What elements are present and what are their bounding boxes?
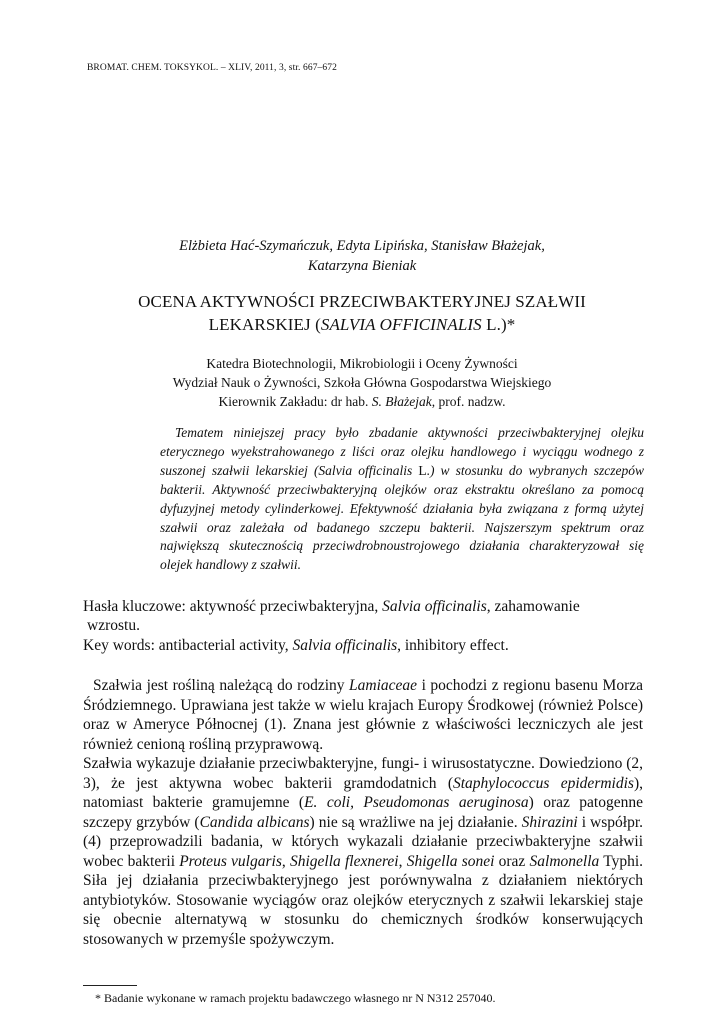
affiliation-line-1: Katedra Biotechnologii, Mikrobiologii i Oceny Żywności <box>206 356 518 371</box>
p2-species-proteus: Proteus vulgaris <box>179 852 282 870</box>
p1-text-c: i pochodzi z regionu basenu Morza Śródziemnego. Uprawiana jest także w wielu krajach Europy Środkowej (również Polsce) oraz w Ameryce Północnej (1). Znana jest głównie z właściwości leczniczych ale jest również cenioną rośliną przyprawową. <box>83 677 643 753</box>
affiliation <box>0 354 724 411</box>
abstract-part-1: Tematem niniejszej pracy było zbadanie aktywności przeciwbakteryjnej olejku eterycznego wyekstrahowanego z liści oraz olejku handlowego i wyciągu wodnego z suszonej szałwii lekarskiej (Salvia officinalis <box>160 425 644 478</box>
affiliation-head-name: S. Błażejak <box>371 394 432 409</box>
affiliation-line-2: Wydział Nauk o Żywności, Szkoła Główna Gospodarstwa Wiejskiego <box>172 375 552 390</box>
title-line-2-prefix: LEKARSKIEJ ( <box>208 315 321 334</box>
p2-text-i: i współpr. (4) przeprowadzili badania, w których wykazali działanie przeciwbakteryjne szałwii wobec bakterii <box>83 813 644 870</box>
p2-species-gramneg: E. coli, Pseudomonas aeruginosa <box>304 794 529 811</box>
p2-text-g: ) nie są wrażliwe na jej działanie. <box>309 813 522 831</box>
keywords-en-species: Salvia officinalis <box>292 637 398 654</box>
p2-text-m: , <box>398 852 407 870</box>
body-text <box>83 676 643 949</box>
keywords-english <box>83 636 643 655</box>
title-species: SALVIA OFFICINALIS <box>320 315 482 334</box>
p1-text-a: Szałwia jest rośliną należącą do rodziny <box>93 677 350 694</box>
abstract-upright: L. <box>418 462 430 478</box>
keywords-pl-before: aktywność przeciwbakteryjna, <box>185 598 383 615</box>
p2-species-staph: Staphylococcus epidermidis <box>452 774 634 792</box>
p2-species-candida: Candida albicans <box>199 813 310 831</box>
article-title <box>0 290 724 336</box>
p2-text-a: Szałwia wykazuje działanie przeciwbakteryjne, fungi- i wirusostatyczne. Dowiedziono (2, 3), że jest aktywna wobec bakterii gramdodatnich ( <box>83 755 643 792</box>
footnote: * Badanie wykonane w ramach projektu badawczego własnego nr N N312 257040. <box>95 991 496 1005</box>
authors-line-2: Katarzyna Bieniak <box>307 258 417 274</box>
abstract-part-2: ) w stosunku do wybranych szczepów bakterii. Aktywność przeciwbakteryjną olejków oraz ekstraktu określano za pomocą dyfuzyjnej metody cylinderkowej. Efektywność działania była związana z formą użytej szałwii oraz zależała od badanego szczepu bakterii. Najszerszym spektrum oraz największą skutecznością przeciwdrobnoustrojowego działania charakteryzował się olejek handlowy z szałwii. <box>160 462 644 573</box>
title-line-2-suffix: L.)* <box>481 315 516 334</box>
p2-author-shirazini: Shirazini <box>521 813 578 831</box>
p1-family-name: Lamiaceae <box>349 677 418 694</box>
p2-species-flexneri: Shigella flexnerei <box>289 852 399 870</box>
authors-line-1: Elżbieta Hać-Szymańczuk, Edyta Lipińska, Stanisław Błażejak, <box>179 238 545 254</box>
keywords-polish <box>83 597 643 635</box>
title-line-2 <box>0 313 724 336</box>
title-line-1: OCENA AKTYWNOŚCI PRZECIWBAKTERYJNEJ SZAŁWII <box>138 292 586 311</box>
keywords-pl-continuation: wzrostu. <box>87 617 140 634</box>
footnote-separator <box>83 985 137 986</box>
paragraph-1 <box>83 676 643 754</box>
affiliation-head-prefix: Kierownik Zakładu: dr hab. <box>218 394 372 409</box>
p2-text-q: Typhi. Siła jej działania przeciwbakteryjnego jest porównywalna z działaniem niektórych antybiotyków. Stosowanie wyciągów oraz olejków eterycznych z szałwii lekarskiej staje się obecnie alternatywą w stosunku do chemicznych środków konserwujących stosowanych w przemyśle spożywczym. <box>83 852 644 948</box>
p2-text-e: ) oraz patogenne szczepy grzybów ( <box>83 794 644 831</box>
keywords-pl-label: Hasła kluczowe: <box>83 598 186 615</box>
keywords-en-label: Key words: <box>83 637 155 654</box>
keywords-en-before: antibacterial activity, <box>154 637 293 654</box>
keywords-pl-after: , zahamowanie <box>486 598 580 615</box>
p2-genus-salmonella: Salmonella <box>529 852 600 870</box>
p2-text-k: , <box>281 852 290 870</box>
p2-text-o: oraz <box>494 852 530 870</box>
author-list <box>0 236 724 276</box>
keywords-pl-species: Salvia officinalis <box>382 598 487 615</box>
p2-text-c: ), natomiast bakterie gramujemne ( <box>83 774 643 811</box>
p2-species-sonnei: Shigella sonei <box>406 852 495 870</box>
paragraph-2 <box>83 754 643 949</box>
keywords-en-after: , inhibitory effect. <box>397 637 509 654</box>
affiliation-head-suffix: , prof. nadzw. <box>431 394 506 409</box>
abstract <box>160 424 644 575</box>
running-head: BROMAT. CHEM. TOKSYKOL. – XLIV, 2011, 3, str. 667–672 <box>87 63 337 73</box>
affiliation-line-3 <box>0 392 724 411</box>
